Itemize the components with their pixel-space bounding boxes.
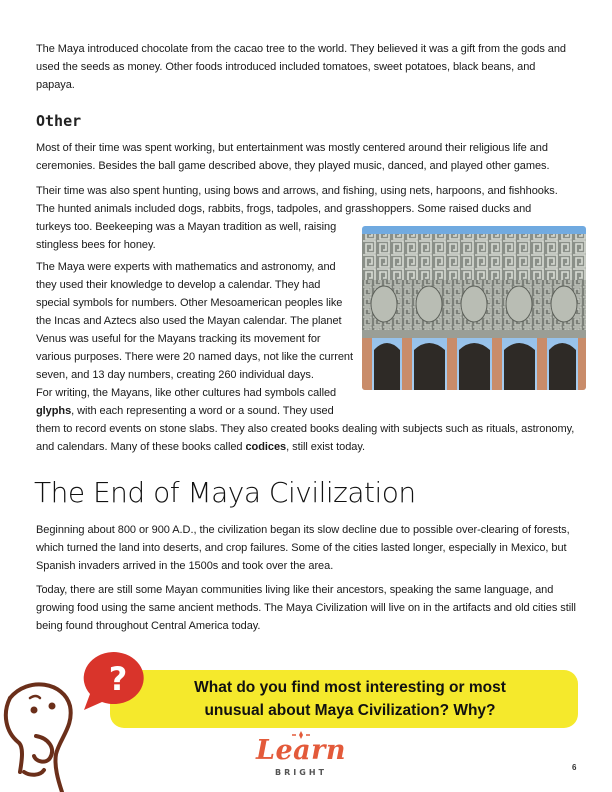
maya-building-photo <box>362 226 586 390</box>
question-mark: ? <box>108 660 128 698</box>
discussion-question <box>150 676 550 722</box>
logo-bright-text: BRIGHT <box>275 768 327 777</box>
writing-text-c: them to record events on stone slabs. They also created books dealing with subjects such as rituals, astronomy, and calendars. Many of these books called <box>36 423 575 453</box>
learn-bright-logo <box>246 732 356 786</box>
writing-text-d: , still exist today. <box>286 441 365 453</box>
discussion-question-line-2: unusual about Maya Civilization? Why? <box>204 702 496 719</box>
math-astronomy-paragraph: The Maya were experts with mathematics and astronomy, and they used their knowledge to develop a calendar. They had special symbols for numbers. Other Mesoamerican peoples like the Incas and Aztecs also used the Mayan calendar. The planet Venus was useful for the Mayans tracking its movement for various purposes. There were 20 named days, not like the current seven, and 13 day numbers, creating 260 individual days. <box>36 261 353 381</box>
other-paragraph-2-continued: turkeys too. Beekeeping was a Mayan tradition as well, raising stingless bees for honey. <box>36 221 337 251</box>
codices-term: codices <box>245 441 287 453</box>
other-paragraph-2: Their time was also spent hunting, using bows and arrows, and fishing, using nets, harpoons, and fishhooks. The hunted animals included dogs, rabbits, frogs, tadpoles, and grasshoppers. Some raised ducks and <box>36 185 558 215</box>
thinking-kid-icon <box>0 676 92 792</box>
glyphs-term: glyphs <box>36 405 72 417</box>
other-paragraph-1: Most of their time was spent working, but entertainment was mostly centered around their religious life and ceremonies. Besides the ball game described above, they played music, danced, and played other games. <box>36 142 550 172</box>
end-paragraph-1: Beginning about 800 or 900 A.D., the civilization began its slow decline due to possible over-clearing of forests, which turned the land into deserts, and crop failures. Some of the cities lasted longer, especially in Mexico, but Spanish invaders arrived in the 1500s and took over the area. <box>36 524 570 572</box>
end-section-heading: The End of Maya Civilization <box>34 476 416 509</box>
other-heading: Other <box>36 112 82 130</box>
writing-paragraph-start <box>36 384 354 420</box>
discussion-question-line-1: What do you find most interesting or most <box>194 679 506 696</box>
end-paragraph-2: Today, there are still some Mayan communities living like their ancestors, speaking the same language, and growing food using the same ancient methods. The Maya Civilization will live on in the artifacts and old cities still being found throughout Central America today. <box>36 584 576 632</box>
page-number: 6 <box>572 763 577 772</box>
intro-paragraph: The Maya introduced chocolate from the cacao tree to the world. They believed it was a gift from the gods and used the seeds as money. Other foods introduced included tomatoes, sweet potatoes, black beans, and papaya. <box>36 43 566 91</box>
writing-paragraph-end <box>36 420 576 456</box>
writing-text-b: , with each representing a word or a sound. They used <box>71 405 334 417</box>
writing-text-a: For writing, the Mayans, like other cultures had symbols called <box>36 387 337 399</box>
logo-learn-text: Learn <box>255 735 346 766</box>
